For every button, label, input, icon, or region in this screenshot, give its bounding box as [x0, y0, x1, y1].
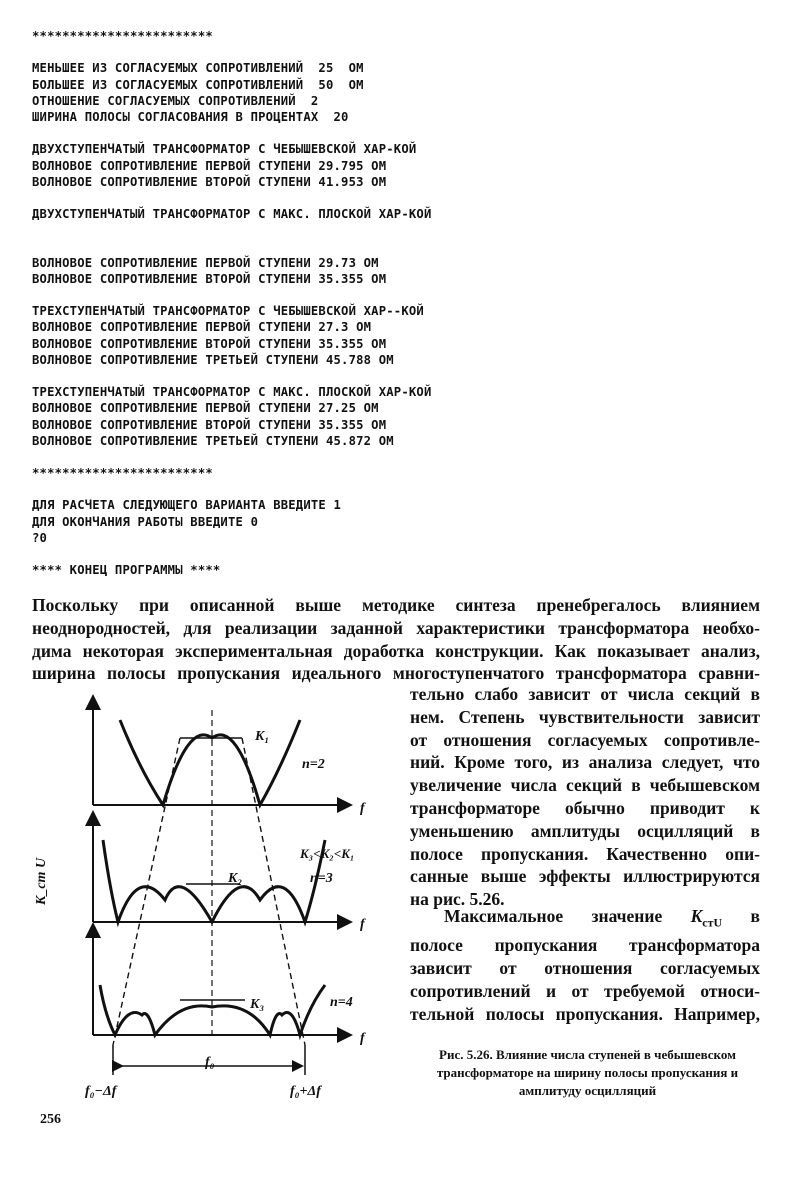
- listing-line: ДЛЯ РАСЧЕТА СЛЕДУЮЩЕГО ВАРИАНТА ВВЕДИТЕ 1: [32, 498, 342, 513]
- paragraph-2-line: увеличение числа секций в чебышевском: [410, 775, 760, 796]
- paragraph-1-line: ширина полосы пропускания идеального многоступенчатого трансформатора сравни-: [32, 663, 760, 684]
- listing-line: **** КОНЕЦ ПРОГРАММЫ ****: [32, 563, 221, 578]
- label-n4: n=4: [330, 995, 353, 1010]
- paragraph-2-line: тельно слабо зависит от числа секций в: [410, 684, 760, 704]
- listing-line: ДЛЯ ОКОНЧАНИЯ РАБОТЫ ВВЕДИТЕ 0: [32, 514, 259, 529]
- paragraph-2-line: уменьшению амплитуды осцилляций в: [410, 820, 760, 841]
- listing-line: ДВУХСТУПЕНЧАТЫЙ ТРАНСФОРМАТОР С МАКС. ПЛОСКОЙ ХАР-КОЙ: [32, 207, 432, 222]
- listing-line: ВОЛНОВОЕ СОПРОТИВЛЕНИЕ ВТОРОЙ СТУПЕНИ 35.355 ОМ: [32, 336, 387, 351]
- paragraph-2-line: полосе пропускания. Качественно опи-: [410, 843, 760, 864]
- listing-line: ТРЕХСТУПЕНЧАТЫЙ ТРАНСФОРМАТОР С МАКС. ПЛОСКОЙ ХАР-КОЙ: [32, 385, 432, 400]
- paragraph-1-line: неоднородностей, для реализации заданной характеристики трансформатора необхо-: [32, 617, 760, 638]
- listing-line: ВОЛНОВОЕ СОПРОТИВЛЕНИЕ ПЕРВОЙ СТУПЕНИ 29.795 ОМ: [32, 158, 387, 173]
- paragraph-2-line: санные выше эффекты иллюстрируются: [410, 866, 760, 887]
- listing-line: ВОЛНОВОЕ СОПРОТИВЛЕНИЕ ПЕРВОЙ СТУПЕНИ 27.25 ОМ: [32, 401, 379, 416]
- listing-line: ОТНОШЕНИЕ СОГЛАСУЕМЫХ СОПРОТИВЛЕНИЙ 2: [32, 93, 319, 108]
- curve-n2: [120, 720, 300, 805]
- label-relation: K₃<K₂<K₁: [300, 846, 355, 861]
- label-f-3: f: [360, 1031, 365, 1046]
- label-n2: n=2: [302, 757, 325, 772]
- paragraph-3-text: Максимальное значение: [444, 906, 663, 926]
- paragraph-1: [32, 594, 760, 685]
- paragraph-3-line: зависит от отношения согласуемых: [410, 958, 760, 979]
- label-f-low: f₀−Δf: [85, 1084, 117, 1099]
- caption-line: трансформаторе на ширину полосы пропускания и: [436, 1065, 739, 1080]
- paragraph-2: [410, 683, 760, 911]
- listing-line: ДВУХСТУПЕНЧАТЫЙ ТРАНСФОРМАТОР С ЧЕБЫШЕВСКОЙ ХАР-КОЙ: [32, 142, 417, 157]
- paragraph-3-line: полосе пропускания трансформатора: [410, 935, 760, 956]
- paragraph-1-line: Поскольку при описанной выше методике синтеза пренебрегалось влиянием: [32, 595, 760, 615]
- listing-line: ВОЛНОВОЕ СОПРОТИВЛЕНИЕ ВТОРОЙ СТУПЕНИ 35.355 ОМ: [32, 417, 387, 432]
- label-f-1: f: [360, 801, 365, 816]
- figure-5-26: [0, 690, 400, 1110]
- paragraph-1-line: дима некоторая экспериментальная доработка конструкции. Как показывает анализ,: [32, 640, 760, 661]
- listing-line: [32, 287, 592, 303]
- listing-line: ТРЕХСТУПЕНЧАТЫЙ ТРАНСФОРМАТОР С ЧЕБЫШЕВСКОЙ ХАР--КОЙ: [32, 304, 424, 319]
- paragraph-3: [410, 905, 760, 1025]
- label-f-high: f₀+Δf: [290, 1084, 321, 1099]
- listing-line: [32, 449, 592, 465]
- listing-line: ВОЛНОВОЕ СОПРОТИВЛЕНИЕ ТРЕТЬЕЙ СТУПЕНИ 45.872 ОМ: [32, 433, 394, 448]
- paragraph-2-line: на рис. 5.26.: [410, 889, 505, 910]
- paragraph-2-line: нем. Степень чувствительности зависит: [410, 706, 760, 727]
- paragraph-2-line: ний. Кроме того, из анализа следует, что: [410, 752, 760, 773]
- curve-n3: [103, 840, 325, 922]
- label-k2: K₂: [228, 871, 243, 886]
- listing-line: [32, 238, 592, 254]
- listing-line: ?0: [32, 530, 48, 545]
- paragraph-3-line: тельной полосы пропускания. Например,: [410, 1003, 760, 1024]
- label-f-2: f: [360, 917, 365, 932]
- listing-line: ************************: [32, 466, 213, 481]
- figure-caption: [410, 1046, 765, 1100]
- paragraph-2-line: от отношения согласуемых сопротивле-: [410, 729, 760, 750]
- program-output-listing: [32, 28, 592, 578]
- listing-line: БОЛЬШЕЕ ИЗ СОГЛАСУЕМЫХ СОПРОТИВЛЕНИЙ 50 ОМ: [32, 77, 364, 92]
- listing-line: [32, 190, 592, 206]
- listing-line: [32, 368, 592, 384]
- listing-line: ВОЛНОВОЕ СОПРОТИВЛЕНИЕ ВТОРОЙ СТУПЕНИ 41.953 ОМ: [32, 174, 387, 189]
- paragraph-3-text: в: [750, 906, 760, 926]
- y-axis-label: K_ст U: [34, 857, 49, 905]
- page-number: 256: [40, 1112, 61, 1127]
- label-n3: n=3: [310, 871, 333, 886]
- listing-line: ВОЛНОВОЕ СОПРОТИВЛЕНИЕ ВТОРОЙ СТУПЕНИ 35.355 ОМ: [32, 271, 387, 286]
- listing-line: ВОЛНОВОЕ СОПРОТИВЛЕНИЕ ТРЕТЬЕЙ СТУПЕНИ 45.788 ОМ: [32, 352, 394, 367]
- paragraph-3-first-line: [410, 905, 760, 934]
- listing-line: МЕНЬШЕЕ ИЗ СОГЛАСУЕМЫХ СОПРОТИВЛЕНИЙ 25 ОМ: [32, 61, 364, 76]
- listing-line: [32, 125, 592, 141]
- listing-line: ВОЛНОВОЕ СОПРОТИВЛЕНИЕ ПЕРВОЙ СТУПЕНИ 27.3 ОМ: [32, 320, 372, 335]
- k-st-u-symbol: $K_{стU}$: [690, 906, 723, 930]
- paragraph-2-line: трансформаторе обычно приводит к: [410, 797, 760, 818]
- listing-line: [32, 481, 592, 497]
- label-k1: K₁: [255, 729, 270, 744]
- caption-line: амплитуду осцилляций: [518, 1083, 657, 1098]
- listing-line: [32, 44, 592, 60]
- caption-line: Рис. 5.26. Влияние числа ступеней в чебышевском: [439, 1047, 736, 1062]
- listing-line: ВОЛНОВОЕ СОПРОТИВЛЕНИЕ ПЕРВОЙ СТУПЕНИ 29.73 ОМ: [32, 255, 379, 270]
- listing-line: ************************: [32, 29, 213, 43]
- label-k3: K₃: [250, 997, 265, 1012]
- listing-line: [32, 222, 592, 238]
- listing-line: ШИРИНА ПОЛОСЫ СОГЛАСОВАНИЯ В ПРОЦЕНТАХ 20: [32, 109, 349, 124]
- label-f0: f₀: [205, 1055, 215, 1070]
- paragraph-3-line: сопротивлений и от требуемой относи-: [410, 980, 760, 1001]
- listing-line: [32, 546, 592, 562]
